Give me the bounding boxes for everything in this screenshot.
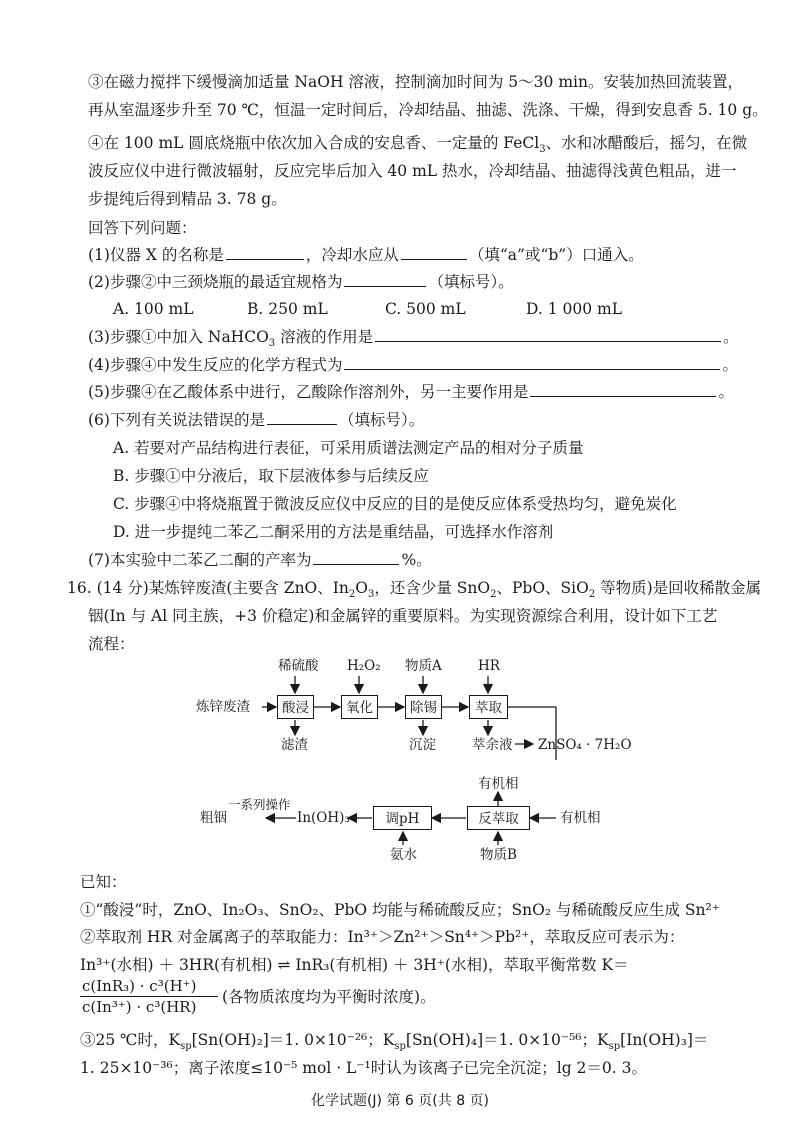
fraction-note: (各物质浓度均为平衡时浓度)。 — [222, 988, 436, 1006]
flow-input-h2o2: H₂O₂ — [347, 658, 381, 674]
known-item-2-equation: In³⁺(水相) ＋ 3HR(有机相) ⇌ InR₃(有机相) ＋ 3H⁺(水相)，萃取平衡常数 K＝ — [80, 956, 629, 974]
question-3: (3)步骤①中加入 NaHCO$_3$ 溶液的作用是 。 — [88, 328, 739, 350]
answer-blank[interactable] — [530, 382, 716, 397]
known-item-1: ①“酸浸”时，ZnO、In₂O₃、SnO₂、PbO 均能与稀硫酸反应；SnO₂ 与稀硫酸反应生成 Sn²⁺ — [80, 901, 720, 919]
q6-option-b: B. 步骤①中分液后，取下层液体参与后续反应 — [113, 467, 429, 485]
step4-line3: 步提纯后得到精品 3. 78 g。 — [88, 190, 287, 208]
known-item-3-line1: ③25 ℃时，$K_{sp}[Sn(OH)_2]=1$. 0×10⁻²⁶；$K_{sp}[Sn(OH)_4]=1$. 0×10⁻⁵⁶；$K_{sp}[In(OH)_3]=$ — [80, 1031, 709, 1053]
answer-blank[interactable] — [344, 355, 720, 370]
flow-box-acid-leach: 酸浸 — [277, 695, 314, 719]
flow-organic-phase-up: 有机相 — [478, 776, 519, 792]
flow-input-sulfuric-acid: 稀硫酸 — [278, 658, 319, 674]
question-5: (5)步骤④在乙酸体系中进行，乙酸除作溶剂外，另一主要作用是 。 — [88, 383, 734, 401]
fraction-bar — [80, 996, 218, 997]
answer-blank[interactable] — [267, 410, 337, 425]
q2-option-c: C. 500 mL — [385, 300, 466, 318]
q6-option-a: A. 若要对产品结构进行表征，可采用质谱法测定产品的相对分子质量 — [113, 439, 584, 457]
step4-line2: 波反应仪中进行微波辐射，反应完毕后加入 40 mL 热水，冷却结晶、抽滤得浅黄色粗品，进一 — [88, 162, 737, 180]
flow-box-extraction: 萃取 — [469, 695, 508, 719]
question-6: (6)下列有关说法错误的是 （填标号）。 — [88, 411, 425, 429]
known-heading: 已知： — [80, 873, 127, 891]
step3-line1: ③在磁力搅拌下缓慢滴加适量 NaOH 溶液，控制滴加时间为 5～30 min。安装加热回流装置， — [88, 73, 743, 91]
step3-line2: 再从室温逐步升至 70 ℃，恒温一定时间后，冷却结晶、抽滤、洗涤、干燥，得到安息香 5. 10 g。 — [88, 101, 768, 119]
equilibrium-fraction-denominator: c(In³⁺) · c³(HR) — [82, 998, 197, 1016]
flow-start-label: 炼锌废渣 — [196, 699, 250, 715]
known-item-2: ②萃取剂 HR 对金属离子的萃取能力：In³⁺＞Zn²⁺＞Sn⁴⁺＞Pb²⁺，萃取反应可表示为： — [80, 928, 685, 946]
question-16-line3: 流程： — [88, 635, 135, 653]
flow-box-oxidation: 氧化 — [341, 695, 378, 719]
answer-blank[interactable] — [344, 272, 426, 287]
answer-intro: 回答下列问题： — [88, 219, 197, 237]
q6-option-d: D. 进一步提纯二苯乙二酮采用的方法是重结晶，可选择水作溶剂 — [113, 523, 554, 541]
step4-line1: ④在 100 mL 圆底烧瓶中依次加入合成的安息香、一定量的 FeCl$_3$、水和冰醋酸后，摇匀，在微 — [88, 134, 748, 156]
answer-blank[interactable] — [226, 245, 304, 260]
answer-blank[interactable] — [401, 245, 467, 260]
flow-crude-indium: 粗铟 — [200, 810, 227, 826]
answer-blank[interactable] — [313, 550, 399, 565]
flow-box-adjust-ph: 调pH — [373, 806, 432, 830]
question-1: (1)仪器 X 的名称是 ，冷却水应从 （填“a”或“b”）口通入。 — [88, 246, 644, 264]
flow-input-ammonia: 氨水 — [390, 847, 417, 863]
flow-organic-phase-right: 有机相 — [560, 810, 601, 826]
page-footer: 化学试题(J) 第 6 页(共 8 页) — [310, 1093, 490, 1109]
question-7: (7)本实验中二苯乙二酮的产率为 %。 — [88, 551, 432, 569]
flow-output-precipitate: 沉淀 — [409, 737, 436, 753]
flow-input-substance-b: 物质B — [480, 847, 517, 863]
flow-output-residue: 滤渣 — [281, 737, 308, 753]
flow-input-hr: HR — [478, 658, 500, 674]
flow-input-substance-a: 物质A — [405, 658, 442, 674]
q2-option-d: D. 1 000 mL — [526, 300, 623, 318]
known-item-3-line2: 1. 25×10⁻³⁶；离子浓度≤10⁻⁵ mol · L⁻¹时认为该离子已完全沉淀；lg 2＝0. 3。 — [80, 1059, 647, 1077]
flow-series-operations: 一系列操作 — [228, 797, 291, 812]
question-16-line1: 16. (14 分)某炼锌废渣(主要含 ZnO、$In_2O_3$，还含少量 SnO$_2$、PbO、SiO$_2$ 等物质)是回收稀散金属 — [67, 579, 762, 601]
equilibrium-fraction-numerator: c(InR₃) · c³(H⁺) — [82, 977, 197, 995]
answer-blank[interactable] — [375, 327, 721, 342]
question-2: (2)步骤②中三颈烧瓶的最适宜规格为 （填标号）。 — [88, 273, 514, 291]
flow-box-back-extraction: 反萃取 — [467, 806, 530, 830]
q2-option-a: A. 100 mL — [113, 300, 194, 318]
flow-output-raffinate: 萃余液 — [472, 737, 513, 753]
question-16-line2: 铟(In 与 Al 同主族，+3 价稳定)和金属锌的重要原料。为实现资源综合利用，设计如下工艺 — [88, 607, 718, 625]
flow-product-zinc-sulfate: ZnSO₄ · 7H₂O — [538, 737, 632, 753]
q6-option-c: C. 步骤④中将烧瓶置于微波反应仪中反应的目的是使反应体系受热均匀，避免炭化 — [113, 495, 677, 513]
q2-option-b: B. 250 mL — [247, 300, 328, 318]
flow-in-oh3: In(OH)₃ — [297, 810, 350, 826]
flow-box-tin-removal: 除锡 — [405, 695, 442, 719]
question-4: (4)步骤④中发生反应的化学方程式为 。 — [88, 356, 738, 374]
